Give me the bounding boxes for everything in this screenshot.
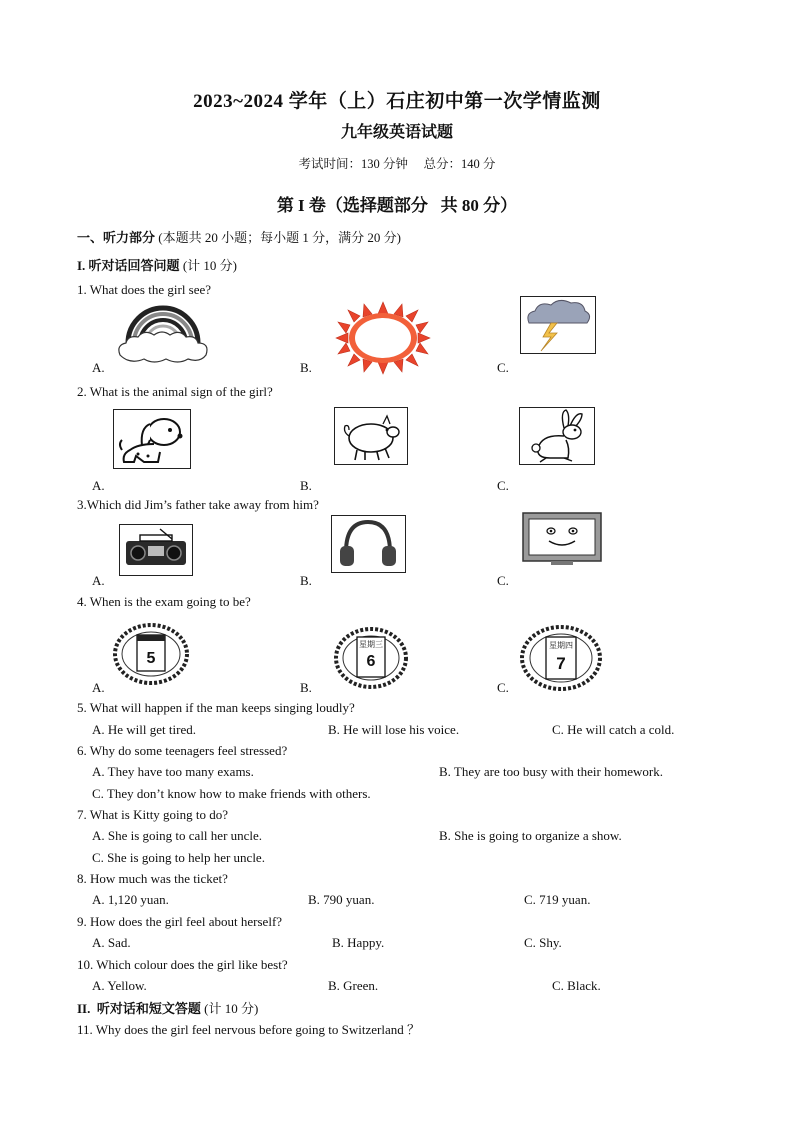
- question-11: 11. Why does the girl feel nervous before going to Switzerland ？: [77, 1022, 420, 1037]
- thunderstorm-icon: [520, 296, 596, 354]
- part-ii-bold: II. 听对话和短文答题: [77, 1001, 201, 1016]
- q7-option-c: C. She is going to help her uncle.: [92, 850, 265, 865]
- q5-option-c: C. He will catch a cold.: [552, 722, 675, 737]
- calendar-6-weekday: 星期三: [359, 640, 383, 649]
- q5-option-b: B. He will lose his voice.: [328, 722, 460, 737]
- q1-label-a: A.: [92, 360, 105, 375]
- dog-icon: [113, 409, 191, 469]
- q10-option-c: C. Black.: [552, 978, 601, 993]
- calendar-7-day: 7: [556, 654, 566, 673]
- q8-option-a: A. 1,120 yuan.: [92, 892, 169, 907]
- q4-label-b: B.: [300, 680, 312, 695]
- question-7: 7. What is Kitty going to do?: [77, 807, 229, 822]
- sun-icon: [334, 300, 432, 376]
- q8-option-c: C. 719 yuan.: [524, 892, 591, 907]
- tv-icon: [521, 511, 603, 569]
- listening-heading-rest: (本题共 20 小题；每小题 1 分，满分 20 分): [155, 230, 401, 245]
- q3-label-b: B.: [300, 573, 312, 588]
- question-8: 8. How much was the ticket?: [77, 871, 228, 886]
- q4-label-a: A.: [92, 680, 105, 695]
- exam-subtitle: 九年级英语试题: [340, 124, 453, 141]
- exam-meta: 考试时间：130 分钟 总分：140 分: [298, 157, 496, 171]
- question-9: 9. How does the girl feel about herself?: [77, 914, 283, 929]
- q9-option-a: A. Sad.: [92, 935, 131, 950]
- q10-option-a: A. Yellow.: [92, 978, 147, 993]
- calendar-7-icon: [520, 625, 602, 691]
- q1-label-c: C.: [497, 360, 509, 375]
- q7-option-b: B. She is going to organize a show.: [439, 828, 622, 843]
- question-6: 6. Why do some teenagers feel stressed?: [77, 743, 288, 758]
- q2-label-b: B.: [300, 478, 312, 493]
- q5-option-a: A. He will get tired.: [92, 722, 196, 737]
- q6-option-a: A. They have too many exams.: [92, 764, 254, 779]
- q6-option-c: C. They don’t know how to make friends with others.: [92, 786, 371, 801]
- listening-section-heading: [77, 227, 401, 246]
- question-2: 2. What is the animal sign of the girl?: [77, 384, 273, 399]
- part-i-heading: [77, 255, 237, 274]
- q9-option-b: B. Happy.: [332, 935, 385, 950]
- calendar-6-day: 6: [366, 653, 376, 670]
- question-5: 5. What will happen if the man keeps singing loudly?: [77, 700, 355, 715]
- q8-option-b: B. 790 yuan.: [308, 892, 375, 907]
- question-4: 4. When is the exam going to be?: [77, 594, 251, 609]
- part-i-rest: (计 10 分): [179, 258, 237, 273]
- part-one-heading: 第 I 卷（选择题部分 共 80 分）: [276, 196, 518, 215]
- q3-label-a: A.: [92, 573, 105, 588]
- q4-label-c: C.: [497, 680, 509, 695]
- listening-heading-bold: 一、听力部分: [77, 230, 156, 245]
- headphones-icon: [331, 515, 406, 573]
- calendar-5-day: 5: [146, 650, 156, 667]
- q7-option-a: A. She is going to call her uncle.: [92, 828, 263, 843]
- question-10: 10. Which colour does the girl like best?: [77, 957, 288, 972]
- part-ii-rest: (计 10 分): [200, 1001, 259, 1016]
- pig-icon: [334, 407, 408, 465]
- rainbow-cloud-icon: [114, 299, 212, 365]
- q3-label-c: C.: [497, 573, 509, 588]
- q2-label-c: C.: [497, 478, 509, 493]
- calendar-5-icon: [113, 623, 189, 685]
- question-3: 3.Which did Jim’s father take away from him?: [77, 497, 319, 512]
- q6-option-b: B. They are too busy with their homework.: [439, 764, 663, 779]
- rabbit-icon: [519, 407, 595, 465]
- question-1: 1. What does the girl see?: [77, 282, 212, 297]
- part-i-bold: I. 听对话回答问题: [77, 258, 180, 273]
- part-ii-heading: [77, 998, 258, 1017]
- calendar-7-weekday: 星期四: [549, 641, 573, 650]
- q1-label-b: B.: [300, 360, 312, 375]
- exam-title: 2023~2024 学年（上）石庄初中第一次学情监测: [193, 91, 601, 112]
- radio-icon: [119, 524, 193, 576]
- calendar-6-icon: [334, 627, 408, 689]
- q10-option-b: B. Green.: [328, 978, 379, 993]
- q9-option-c: C. Shy.: [524, 935, 562, 950]
- q2-label-a: A.: [92, 478, 105, 493]
